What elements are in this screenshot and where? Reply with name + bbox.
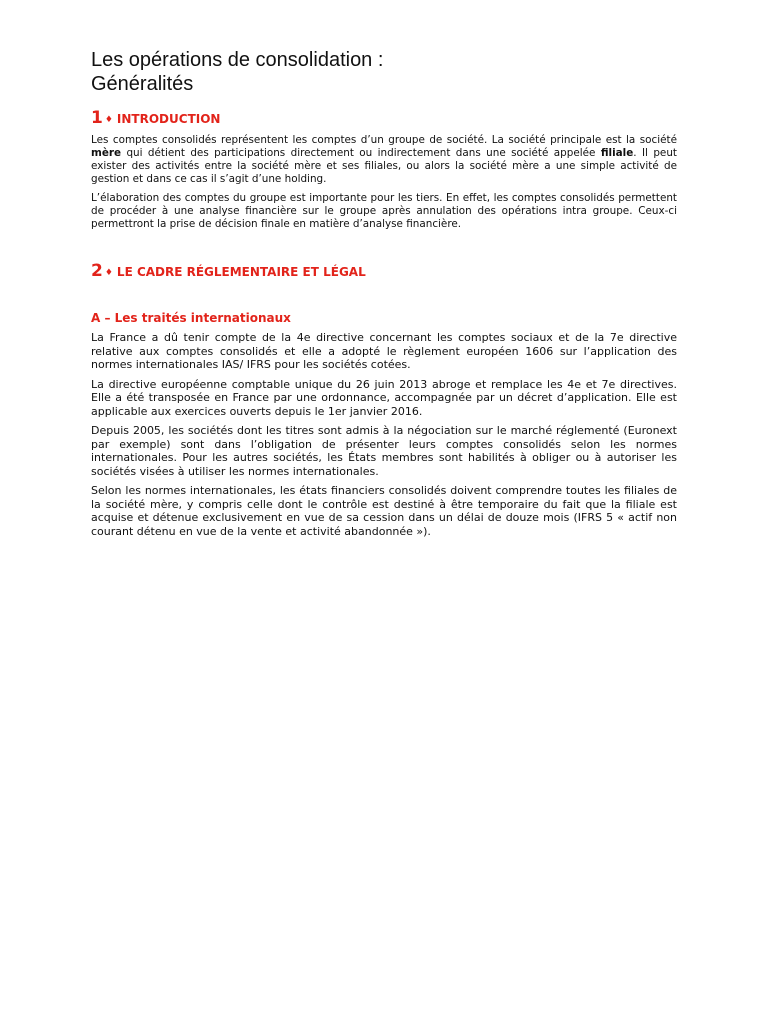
text-run: qui détient des participations directement ou indirectement dans une société appelée — [121, 147, 601, 159]
section-number: 1 — [91, 108, 103, 128]
text-run: . Il peut exister des activités entre la société mère et ses filiales, ou alors la société mère a une simple activité de gestion et dans ce cas il s’agit d’une holding. — [91, 147, 677, 185]
cadre-paragraph-1: La France a dû tenir compte de la 4e directive concernant les comptes sociaux et de la 7e directive relative aux comptes consolidés et elle a adopté le règlement européen 1606 sur l’application des normes internationales IAS/ IFRS pour les sociétés cotées. — [91, 331, 677, 371]
cadre-paragraph-3: Depuis 2005, les sociétés dont les titres sont admis à la négociation sur le marché réglementé (Euronext par exemple) sont dans l’obligation de présenter leurs comptes consolidés selon les normes internationales. Pour les autres sociétés, les États membres sont habilités à obliger ou à autoriser les sociétés visées à utiliser les normes internationales. — [91, 424, 677, 478]
section-heading-cadre — [91, 261, 677, 281]
text-run: Les comptes consolidés représentent les comptes d’un groupe de société. La société principale est la société — [91, 134, 677, 146]
document-body — [91, 48, 677, 544]
cadre-paragraph-2: La directive européenne comptable unique du 26 juin 2013 abroge et remplace les 4e et 7e directives. Elle a été transposée en France par une ordonnance, accompagnée par un décret d’application. Elle est applicable aux exercices ouverts depuis le 1er janvier 2016. — [91, 377, 677, 418]
section-label: INTRODUCTION — [116, 112, 221, 126]
introduction-paragraph-1 — [91, 134, 677, 186]
diamond-bullet-icon: ♦ — [104, 268, 113, 278]
section-number: 2 — [91, 261, 103, 281]
subheading-traites: A – Les traités internationaux — [91, 311, 291, 325]
cadre-paragraph-4: Selon les normes internationales, les états financiers consolidés doivent comprendre toutes les filiales de la société mère, y compris celle dont le contrôle est destiné à être temporaire du fait que la filiale est acquise et détenue exclusivement en vue de sa cession dans un délai de douze mois (IFRS 5 « actif non courant détenu en vue de la vente et activité abandonnée »). — [91, 484, 677, 538]
bold-term-mere: mère — [91, 147, 122, 159]
introduction-body — [91, 134, 677, 231]
introduction-paragraph-2: L’élaboration des comptes du groupe est importante pour les tiers. En effet, les comptes consolidés permettent de procéder à une analyse financière sur le groupe après annulation des opérations intra groupe. Ceux-ci permettront la prise de décision finale en matière d’analyse financière. — [91, 192, 677, 230]
diamond-bullet-icon: ♦ — [104, 115, 113, 125]
section-label: LE CADRE RÉGLEMENTAIRE ET LÉGAL — [116, 265, 366, 279]
section-heading-introduction — [91, 108, 677, 128]
bold-term-filiale: filiale — [600, 147, 634, 159]
title-line-1: Les opérations de consolidation : — [91, 49, 384, 71]
title-line-2: Généralités — [91, 73, 194, 95]
document-title — [91, 48, 677, 96]
cadre-body — [91, 331, 677, 538]
